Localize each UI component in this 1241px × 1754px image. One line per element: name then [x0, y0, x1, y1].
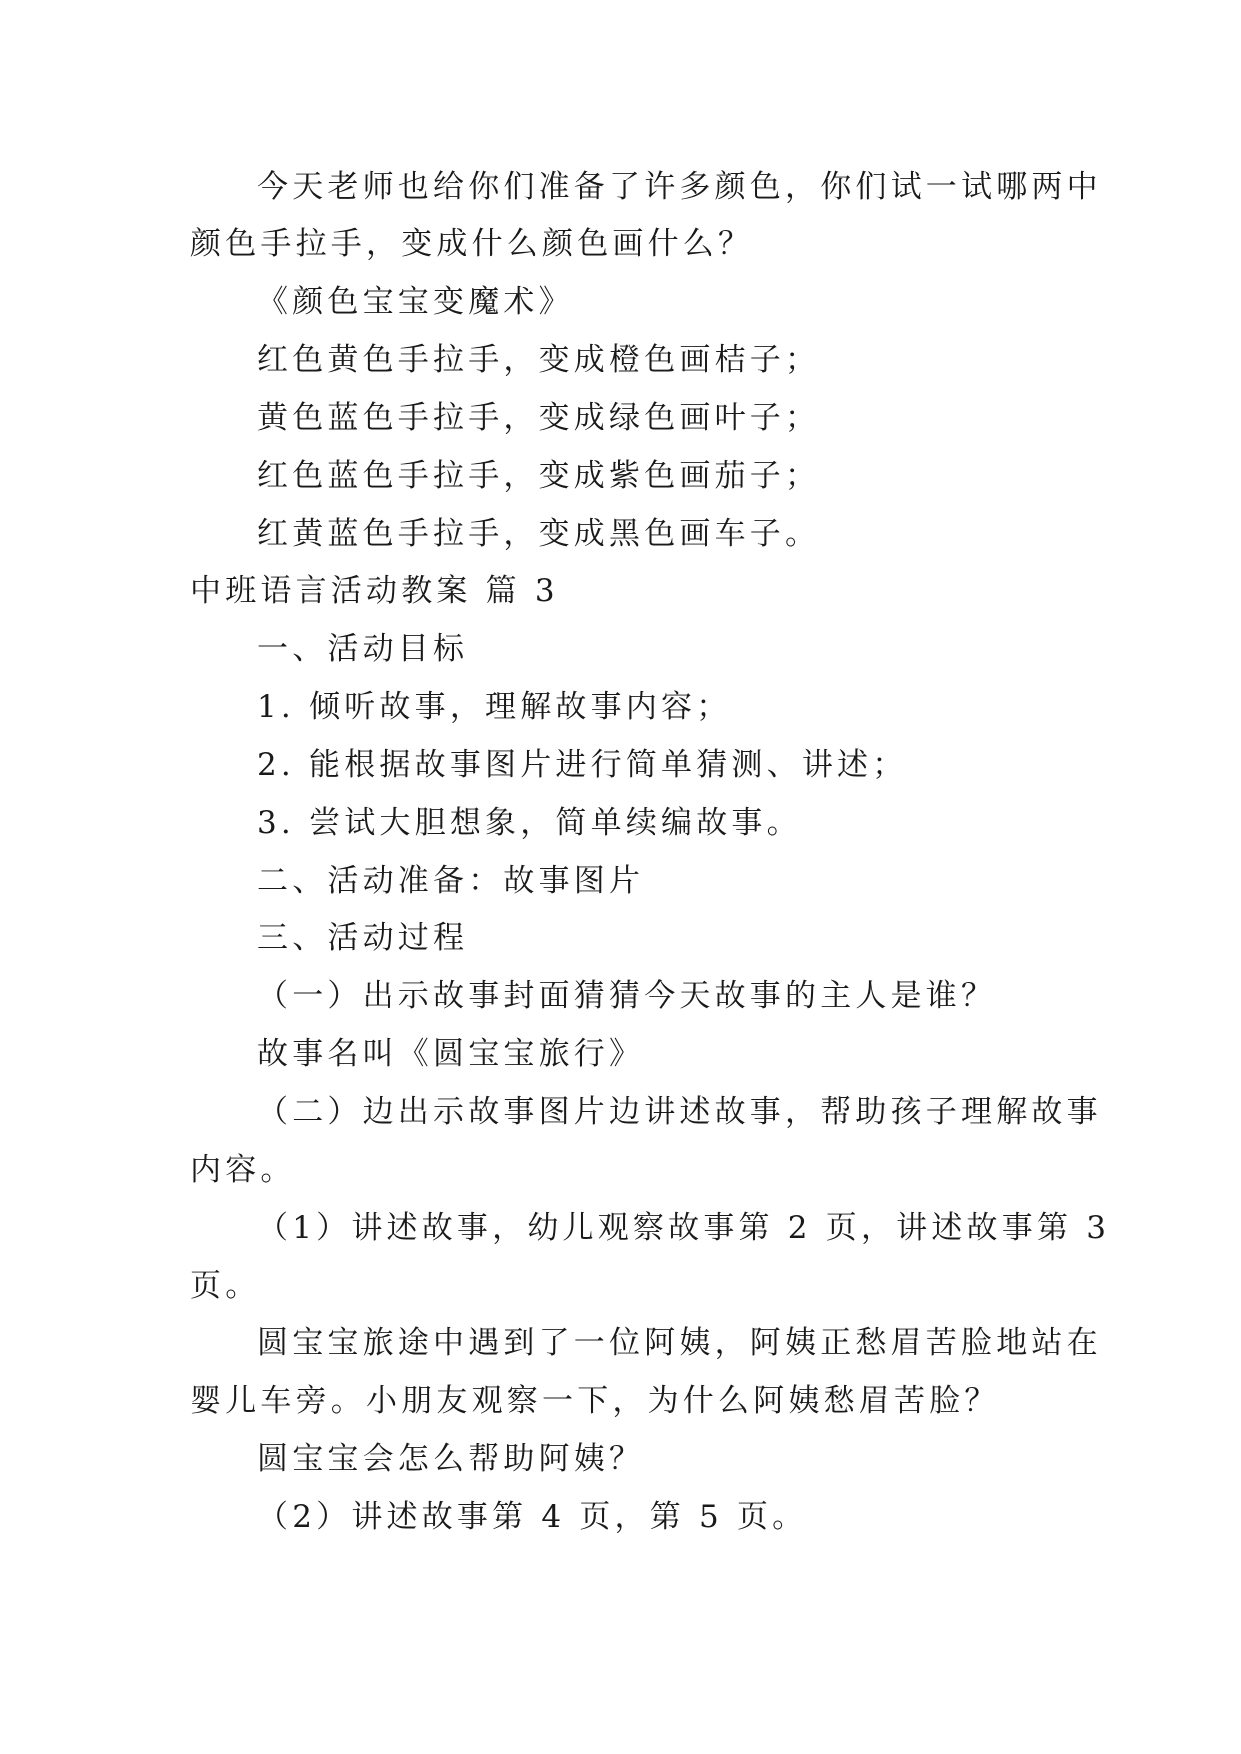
subheading: 一、活动目标	[257, 631, 469, 667]
list-item: 3. 尝试大胆想象，简单续编故事。	[257, 805, 802, 841]
rhyme-line: 红色黄色手拉手，变成橙色画桔子；	[257, 342, 821, 378]
paragraph-line: （2）讲述故事第 4 页，第 5 页。	[257, 1499, 808, 1535]
paragraph-line: 故事名叫《圆宝宝旅行》	[257, 1036, 645, 1072]
paragraph-line: （1）讲述故事，幼儿观察故事第 2 页，讲述故事第 3	[257, 1210, 1111, 1246]
paragraph-line: 圆宝宝旅途中遇到了一位阿姨，阿姨正愁眉苦脸地站在	[257, 1325, 1102, 1361]
section-title: 《颜色宝宝变魔术》	[257, 284, 574, 320]
paragraph-line: 页。	[190, 1268, 261, 1304]
paragraph-line: （二）边出示故事图片边讲述故事，帮助孩子理解故事	[257, 1094, 1102, 1130]
rhyme-line: 红色蓝色手拉手，变成紫色画茄子；	[257, 458, 821, 494]
paragraph-line: 内容。	[190, 1152, 296, 1188]
list-item: 2. 能根据故事图片进行简单猜测、讲述；	[257, 747, 908, 783]
paragraph-line: 今天老师也给你们准备了许多颜色，你们试一试哪两中	[257, 169, 1102, 205]
subheading: 三、活动过程	[257, 920, 469, 956]
rhyme-line: 黄色蓝色手拉手，变成绿色画叶子；	[257, 400, 821, 436]
paragraph-line: 婴儿车旁。小朋友观察一下，为什么阿姨愁眉苦脸？	[190, 1383, 1000, 1419]
paragraph-line: 颜色手拉手，变成什么颜色画什么？	[190, 226, 754, 262]
paragraph-line: 圆宝宝会怎么帮助阿姨？	[257, 1441, 645, 1477]
rhyme-line: 红黄蓝色手拉手，变成黑色画车子。	[257, 516, 821, 552]
heading: 中班语言活动教案 篇 3	[190, 573, 559, 609]
list-item: 1. 倾听故事，理解故事内容；	[257, 689, 732, 725]
paragraph-line: （一）出示故事封面猜猜今天故事的主人是谁？	[257, 978, 997, 1014]
subheading: 二、活动准备：故事图片	[257, 863, 645, 899]
